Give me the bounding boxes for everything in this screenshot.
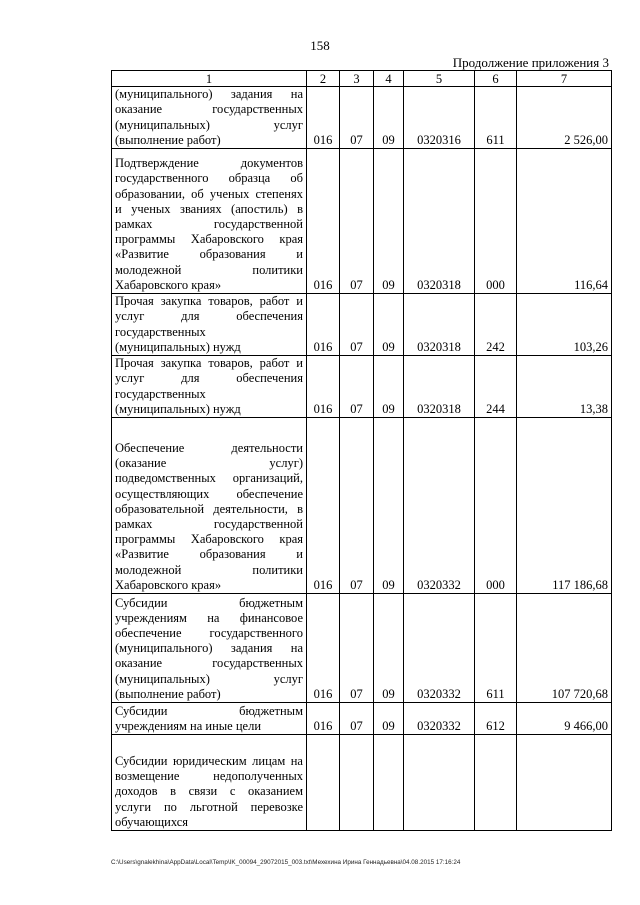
column-header: 4 xyxy=(374,71,404,87)
code-target: 0320318 xyxy=(404,356,475,418)
row-description: (муниципального) задания на оказание государственных (муниципальных) услуг (выполнение работ) xyxy=(112,87,307,149)
code-section: 07 xyxy=(340,294,374,356)
code-target: 0320332 xyxy=(404,703,475,735)
row-description: Субсидии бюджетным учреждениям на финансовое обеспечение государственного (муниципального) задания на оказание государственных (муниципальных) услуг (выполнение работ) xyxy=(112,594,307,703)
row-description: Прочая закупка товаров, работ и услуг для обеспечения государственных (муниципальных) нужд xyxy=(112,294,307,356)
amount: 13,38 xyxy=(517,356,612,418)
code-expense-type xyxy=(475,735,517,831)
code-ministry: 016 xyxy=(307,356,340,418)
code-subsection: 09 xyxy=(374,294,404,356)
header-row xyxy=(112,71,612,87)
amount: 107 720,68 xyxy=(517,594,612,703)
code-ministry: 016 xyxy=(307,418,340,594)
code-ministry: 016 xyxy=(307,294,340,356)
code-expense-type: 244 xyxy=(475,356,517,418)
row-description: Прочая закупка товаров, работ и услуг для обеспечения государственных (муниципальных) нужд xyxy=(112,356,307,418)
code-section: 07 xyxy=(340,356,374,418)
code-section: 07 xyxy=(340,87,374,149)
code-subsection: 09 xyxy=(374,356,404,418)
row-description: Субсидии бюджетным учреждениям на иные цели xyxy=(112,703,307,735)
code-expense-type: 242 xyxy=(475,294,517,356)
column-header: 7 xyxy=(517,71,612,87)
code-ministry: 016 xyxy=(307,594,340,703)
amount xyxy=(517,735,612,831)
table-row xyxy=(112,594,612,703)
code-subsection: 09 xyxy=(374,594,404,703)
code-expense-type: 000 xyxy=(475,149,517,294)
code-subsection: 09 xyxy=(374,87,404,149)
column-header: 5 xyxy=(404,71,475,87)
row-description: Подтверждение документов государственного образца об образовании, об ученых степенях и ученых званиях (апостиль) в рамках государственной программы Хабаровского края «Развитие образования и молодежной политики Хабаровского края» xyxy=(112,149,307,294)
table-row xyxy=(112,735,612,831)
code-subsection: 09 xyxy=(374,703,404,735)
code-target: 0320316 xyxy=(404,87,475,149)
code-expense-type: 000 xyxy=(475,418,517,594)
code-subsection: 09 xyxy=(374,149,404,294)
code-target: 0320318 xyxy=(404,149,475,294)
code-ministry: 016 xyxy=(307,149,340,294)
row-description: Обеспечение деятельности (оказание услуг) подведомственных организаций, осуществляющих обеспечение образовательной деятельности, в рамках государственной программы Хабаровского края «Развитие образования и молодежной политики Хабаровского края» xyxy=(112,418,307,594)
table-row xyxy=(112,356,612,418)
row-description: Субсидии юридическим лицам на возмещение недополученных доходов в связи с оказанием услуги по льготной перевозке обучающихся xyxy=(112,735,307,831)
continuation-title: Продолжение приложения 3 xyxy=(452,55,609,70)
code-ministry xyxy=(307,735,340,831)
code-subsection: 09 xyxy=(374,418,404,594)
code-target: 0320332 xyxy=(404,594,475,703)
amount: 2 526,00 xyxy=(517,87,612,149)
amount: 116,64 xyxy=(517,149,612,294)
code-expense-type: 611 xyxy=(475,594,517,703)
column-header: 2 xyxy=(307,71,340,87)
code-target: 0320318 xyxy=(404,294,475,356)
amount: 9 466,00 xyxy=(517,703,612,735)
file-path-footer: C:\Users\gnalekhina\AppData\Local\Temp\IK_00094_29072015_003.txt\Мехехина Ирина Геннадьевна\04.08.2015 17:16:24 xyxy=(111,859,461,866)
code-section xyxy=(340,735,374,831)
table-row xyxy=(112,87,612,149)
code-expense-type: 612 xyxy=(475,703,517,735)
column-header: 3 xyxy=(340,71,374,87)
table-row xyxy=(112,418,612,594)
column-header: 6 xyxy=(475,71,517,87)
code-target: 0320332 xyxy=(404,418,475,594)
code-section: 07 xyxy=(340,418,374,594)
code-ministry: 016 xyxy=(307,703,340,735)
code-expense-type: 611 xyxy=(475,87,517,149)
code-target xyxy=(404,735,475,831)
code-section: 07 xyxy=(340,703,374,735)
code-subsection xyxy=(374,735,404,831)
page-number: 158 xyxy=(310,38,330,53)
budget-table xyxy=(111,70,612,831)
code-section: 07 xyxy=(340,594,374,703)
table-row xyxy=(112,149,612,294)
table-row xyxy=(112,294,612,356)
code-ministry: 016 xyxy=(307,87,340,149)
table-row xyxy=(112,703,612,735)
column-header: 1 xyxy=(112,71,307,87)
code-section: 07 xyxy=(340,149,374,294)
amount: 103,26 xyxy=(517,294,612,356)
amount: 117 186,68 xyxy=(517,418,612,594)
